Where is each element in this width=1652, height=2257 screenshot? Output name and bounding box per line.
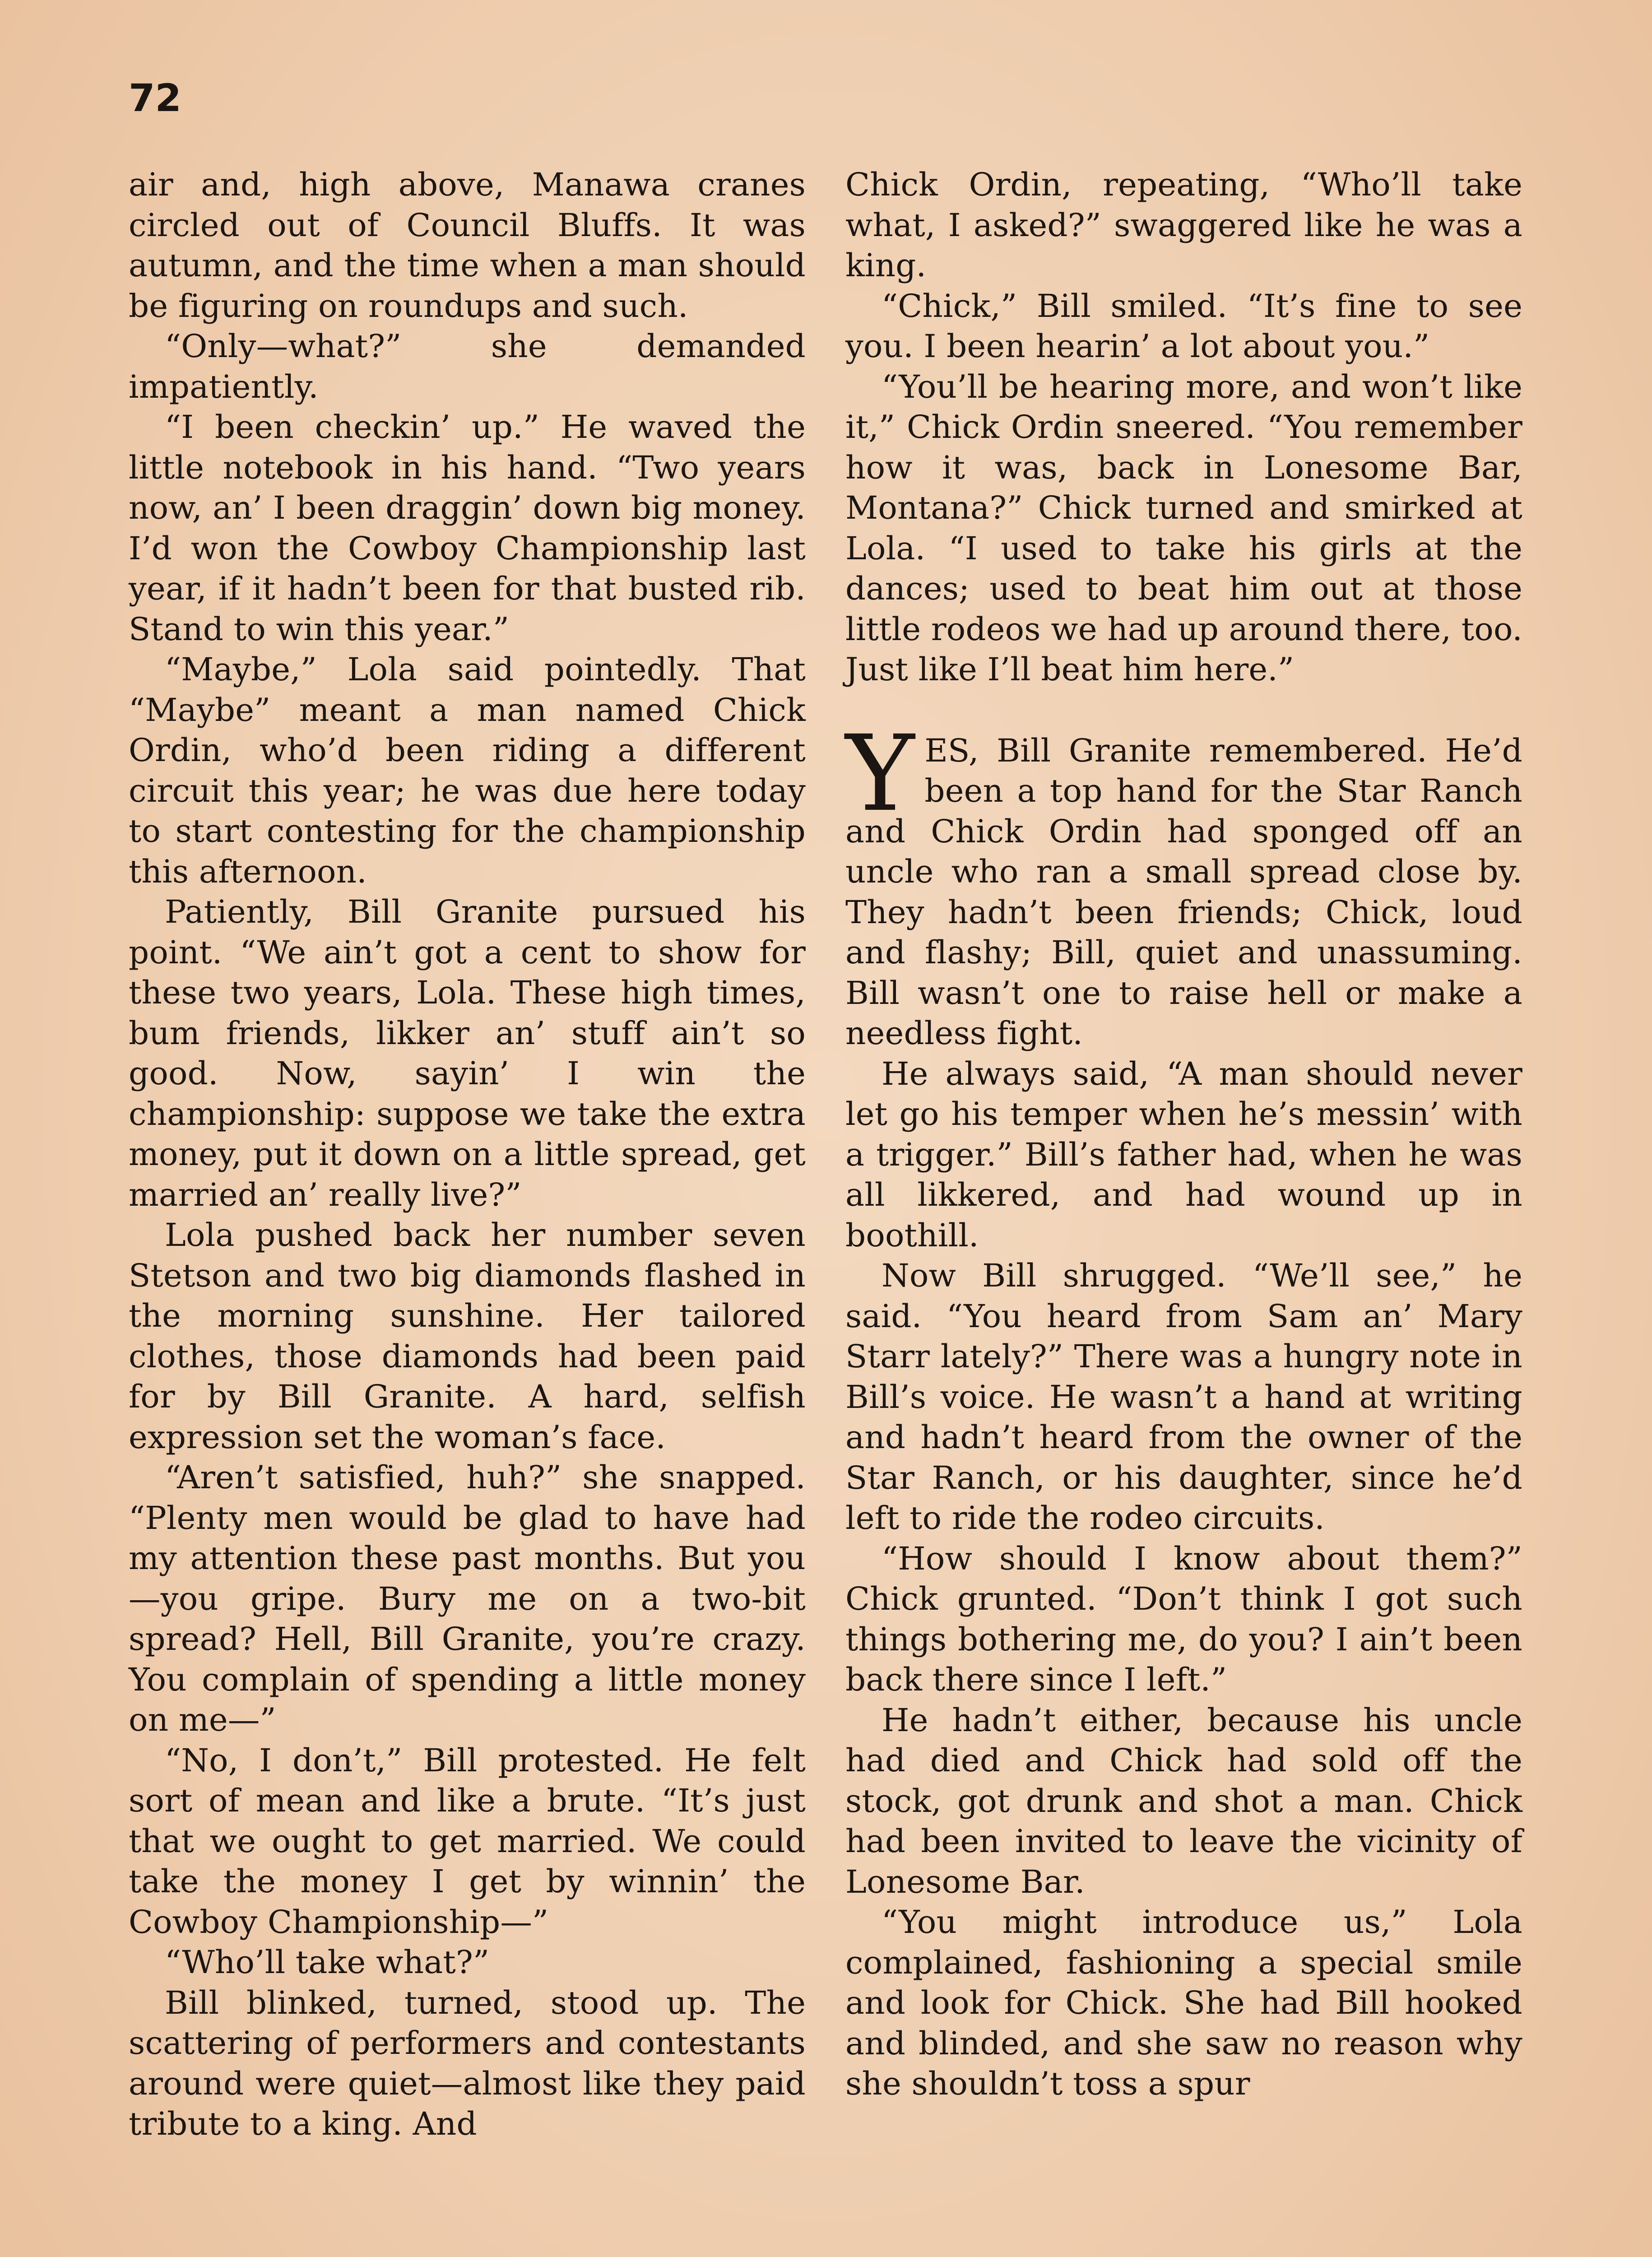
drop-cap-paragraph-text: ES, Bill Granite remembered. He’d been a top hand for the Star Ranch and Chick Ordin had sponged off an uncle who ran a small spread close by. They hadn’t been friends; Chick, loud and flashy; Bill, quiet and unassuming. Bill wasn’t one to raise hell or make a needless fight. (845, 732, 1522, 1052)
paragraph: Chick Ordin, repeating, “Who’ll take what, I asked?” swaggered like he was a king. (845, 166, 1522, 284)
paragraph: Lola pushed back her number seven Stetson and two big diamonds flashed in the morning sunshine. Her tailored clothes, those diamonds had been paid for by Bill Granite. A hard, selfish expression set the woman’s face. (129, 1217, 806, 1456)
paragraph: “Only—what?” she demanded impatiently. (129, 328, 806, 405)
paragraph: “Chick,” Bill smiled. “It’s fine to see you. I been hearin’ a lot about you.” (845, 287, 1522, 365)
paragraph: “Who’ll take what?” (165, 1944, 490, 1981)
page-number: 72 (129, 76, 181, 120)
paragraph: “How should I know about them?” Chick grunted. “Don’t think I got such things bothering me, do you? I ain’t been back there since I left.” (845, 1540, 1522, 1698)
paragraph: He hadn’t either, because his uncle had died and Chick had sold off the stock, got drunk and shot a man. Chick had been invited to leave the vicinity of Lonesome Bar. (845, 1701, 1522, 1900)
paragraph: “Maybe,” Lola said pointedly. That “Maybe” meant a man named Chick Ordin, who’d been riding a different circuit this year; he was due here today to start contesting for the championship this afternoon. (129, 651, 806, 890)
paragraph: He always said, “A man should never let go his temper when he’s messin’ with a trigger.” Bill’s father had, when he was all likkered, and had wound up in boothill. (845, 1055, 1522, 1254)
left-column (129, 165, 806, 2145)
drop-cap-letter: Y (845, 712, 915, 835)
paragraph: Bill blinked, turned, stood up. The scattering of performers and contestants around were quiet—almost like they paid tribute to a king. And (129, 1984, 806, 2142)
paragraph: “No, I don’t,” Bill protested. He felt sort of mean and like a brute. “It’s just that we ought to get married. We could take the money I get by winnin’ the Cowboy Championship—” (129, 1742, 806, 1941)
paragraph: “Aren’t satisfied, huh?” she snapped. “Plenty men would be glad to have had my attention these past months. But you—you gripe. Bury me on a two-bit spread? Hell, Bill Granite, you’re crazy. You complain of spending a little money on me—” (129, 1459, 806, 1738)
paragraph: Patiently, Bill Granite pursued his point. “We ain’t got a cent to show for these two years, Lola. These high times, bum friends, likker an’ stuff ain’t so good. Now, sayin’ I win the championship: suppose we take the extra money, put it down on a little spread, get married an’ really live?” (129, 893, 806, 1213)
right-column (845, 165, 1522, 2104)
paragraph: “You’ll be hearing more, and won’t like it,” Chick Ordin sneered. “You remember how it was, back in Lonesome Bar, Montana?” Chick turned and smirked at Lola. “I used to take his girls at the dances; used to beat him out at those little rodeos we had up around there, too. Just like I’ll beat him here.” (845, 368, 1522, 688)
drop-cap-paragraph (845, 712, 1522, 1054)
paragraph: Now Bill shrugged. “We’ll see,” he said. “You heard from Sam an’ Mary Starr lately?” There was a hungry note in Bill’s voice. He wasn’t a hand at writing and hadn’t heard from the owner of the Star Ranch, or his daughter, since he’d left to ride the rodeo circuits. (845, 1257, 1522, 1537)
paragraph: air and, high above, Manawa cranes circled out of Council Bluffs. It was autumn, and the time when a man should be figuring on roundups and such. (129, 166, 806, 325)
paragraph: “You might introduce us,” Lola complained, fashioning a special smile and look for Chick. She had Bill hooked and blinded, and she saw no reason why she shouldn’t toss a spur (845, 1904, 1522, 2102)
paragraph: “I been checkin’ up.” He waved the little notebook in his hand. “Two years now, an’ I been draggin’ down big money. I’d won the Cowboy Championship last year, if it hadn’t been for that busted rib. Stand to win this year.” (129, 409, 806, 648)
